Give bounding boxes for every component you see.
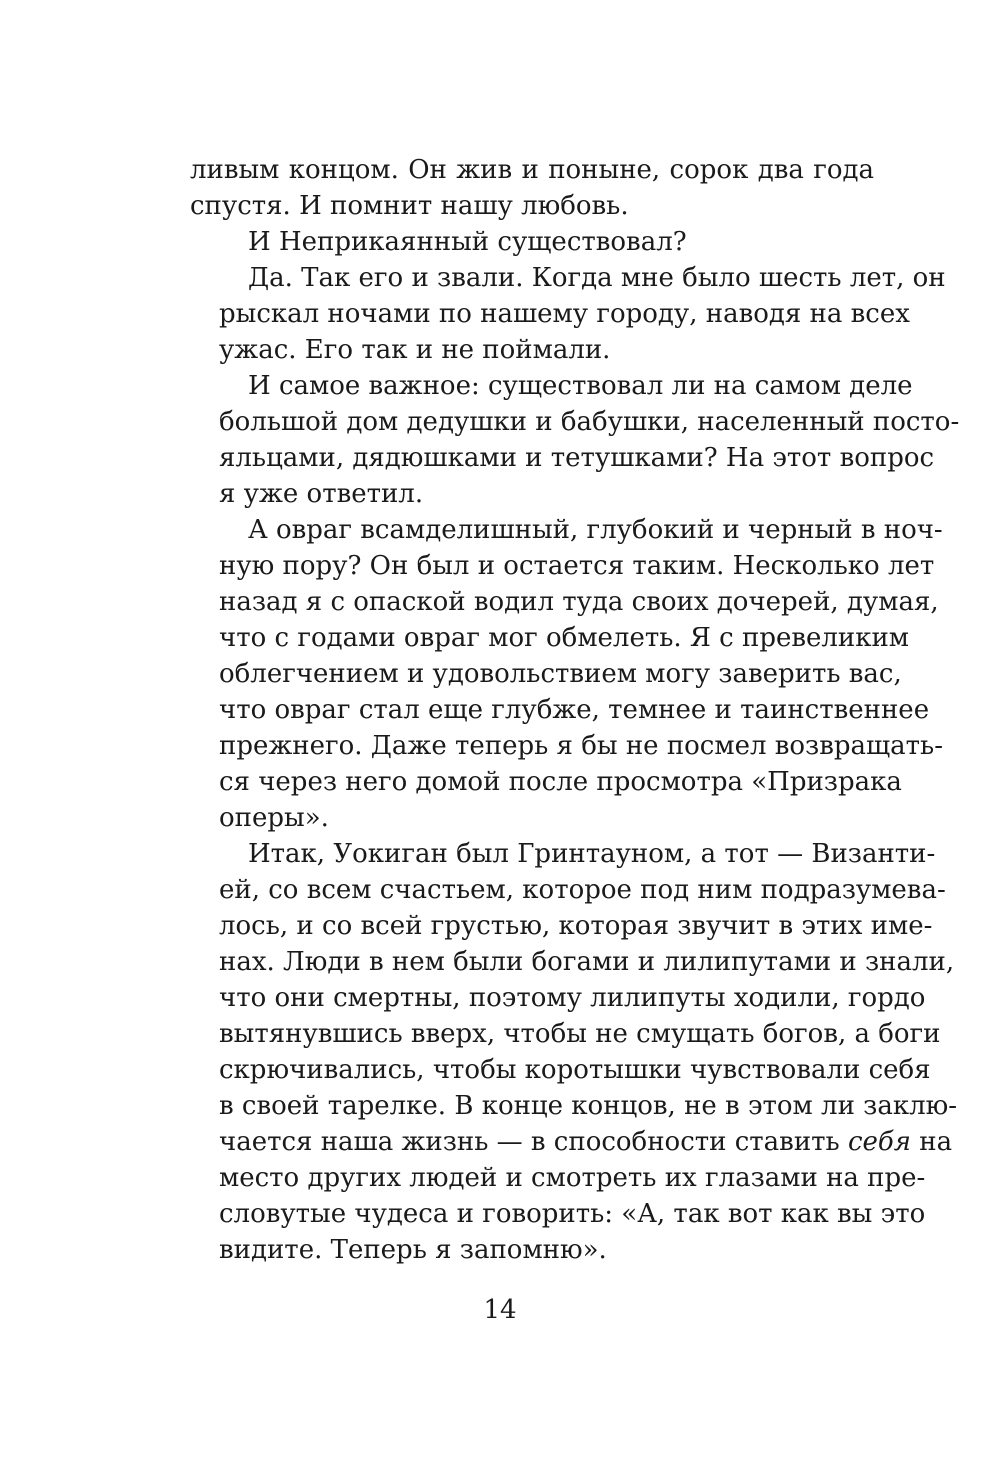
page-number: 14 xyxy=(483,1295,517,1325)
text-line: в своей тарелке. В конце концов, не в этом ли заклю- xyxy=(219,1091,958,1121)
text-line: яльцами, дядюшками и тетушками? На этот вопрос xyxy=(219,443,935,473)
text-segment: на xyxy=(911,1127,953,1157)
text-line: А овраг всамделишный, глубокий и черный в ноч- xyxy=(248,515,943,545)
paragraph xyxy=(190,260,946,368)
text-line: прежнего. Даже теперь я бы не посмел возвращать- xyxy=(219,731,944,761)
text-line: что овраг стал еще глубже, темнее и таинственнее xyxy=(219,695,930,725)
text-line: Да. Так его и звали. Когда мне было шесть лет, он xyxy=(248,263,946,293)
body-text xyxy=(190,152,960,1268)
text-line: ся через него домой после просмотра «Призрака xyxy=(219,767,902,797)
paragraph xyxy=(190,224,874,260)
text-line: нах. Люди в нем были богами и лилипутами и знали, xyxy=(219,947,955,977)
text-line-with-italic xyxy=(190,1124,953,1160)
text-line: вытянувшись вверх, чтобы не смущать богов, а боги xyxy=(219,1019,941,1049)
text-line: словутые чудеса и говорить: «А, так вот как вы это xyxy=(219,1199,926,1229)
text-line: И Неприкаянный существовал? xyxy=(248,227,687,257)
text-segment: чается наша жизнь — в способности ставить xyxy=(219,1127,848,1157)
italic-word: себя xyxy=(847,1127,911,1157)
text-line: большой дом дедушки и бабушки, населенный посто- xyxy=(219,407,960,437)
text-line: ей, со всем счастьем, которое под ним подразумева- xyxy=(219,875,946,905)
text-line: назад я с опаской водил туда своих дочерей, думая, xyxy=(219,587,939,617)
text-line: что с годами овраг мог обмелеть. Я с превеликим xyxy=(219,623,910,653)
text-line: Итак, Уокиган был Гринтауном, а тот — Византи- xyxy=(248,839,936,869)
text-line: ливым концом. Он жив и поныне, сорок два года xyxy=(190,155,874,185)
paragraph xyxy=(190,512,944,836)
text-line: спустя. И помнит нашу любовь. xyxy=(190,191,629,221)
text-line: ную пору? Он был и остается таким. Несколько лет xyxy=(219,551,935,581)
text-line: место других людей и смотреть их глазами на пре- xyxy=(219,1163,926,1193)
paragraph-continuation xyxy=(190,152,874,224)
text-line: что они смертны, поэтому лилипуты ходили, гордо xyxy=(219,983,926,1013)
text-line: рыскал ночами по нашему городу, наводя на всех xyxy=(219,299,910,329)
paragraph xyxy=(190,836,958,1268)
text-line: видите. Теперь я запомню». xyxy=(219,1235,607,1265)
text-line: оперы». xyxy=(219,803,329,833)
paragraph xyxy=(190,368,960,512)
text-line: облегчением и удовольствием могу заверить вас, xyxy=(219,659,902,689)
text-line: И самое важное: существовал ли на самом деле xyxy=(248,371,913,401)
text-line: ужас. Его так и не поймали. xyxy=(219,335,611,365)
text-line: лось, и со всей грустью, которая звучит в этих име- xyxy=(219,911,933,941)
text-line: я уже ответил. xyxy=(219,479,424,509)
text-line: скрючивались, чтобы коротышки чувствовали себя xyxy=(219,1055,931,1085)
